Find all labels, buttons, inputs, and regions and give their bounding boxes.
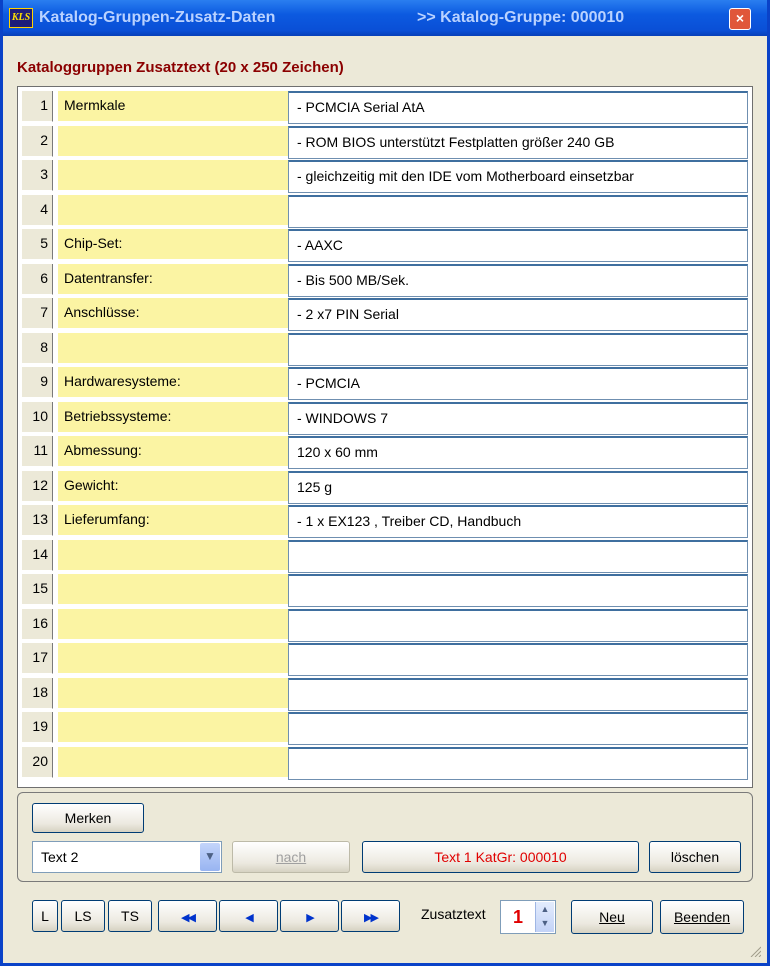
row-number: 12 — [22, 471, 53, 502]
value-cell[interactable]: - PCMCIA Serial AtA — [288, 91, 748, 124]
label-cell[interactable] — [58, 678, 288, 709]
value-cell[interactable]: - 2 x7 PIN Serial — [288, 298, 748, 331]
label-cell[interactable] — [58, 574, 288, 605]
table-row — [22, 643, 748, 675]
first-record-button[interactable] — [158, 900, 217, 932]
label-cell[interactable]: Mermkale — [58, 91, 288, 122]
resize-grip-icon[interactable] — [749, 945, 761, 957]
label-cell[interactable] — [58, 747, 288, 778]
table-row — [22, 609, 748, 641]
table-row — [22, 195, 748, 227]
value-cell[interactable] — [288, 747, 748, 780]
value-cell[interactable]: - gleichzeitig mit den IDE vom Motherboard einsetzbar — [288, 160, 748, 193]
last-record-icon: ▶▶ — [364, 912, 377, 924]
label-cell[interactable]: Datentransfer: — [58, 264, 288, 295]
beenden-button[interactable]: Beenden — [660, 900, 744, 934]
next-record-button[interactable] — [280, 900, 339, 932]
value-cell[interactable] — [288, 678, 748, 711]
zusatztext-label: Zusatztext — [421, 906, 486, 922]
mode-ls-button[interactable]: LS — [61, 900, 105, 932]
zusatztext-grid — [17, 86, 753, 788]
next-record-icon: ▶ — [306, 912, 313, 924]
value-cell[interactable]: - AAXC — [288, 229, 748, 262]
value-cell[interactable] — [288, 540, 748, 573]
value-cell[interactable] — [288, 643, 748, 676]
table-row — [22, 367, 748, 399]
table-row — [22, 126, 748, 158]
row-number: 5 — [22, 229, 53, 260]
row-number: 1 — [22, 91, 53, 122]
close-icon[interactable]: × — [729, 8, 751, 30]
value-cell[interactable]: - Bis 500 MB/Sek. — [288, 264, 748, 297]
table-row — [22, 436, 748, 468]
label-cell[interactable]: Hardwaresysteme: — [58, 367, 288, 398]
row-number: 11 — [22, 436, 53, 467]
page-title: Kataloggruppen Zusatztext (20 x 250 Zeichen) — [17, 59, 344, 76]
table-row — [22, 298, 748, 330]
table-row — [22, 91, 748, 123]
label-cell[interactable]: Betriebssysteme: — [58, 402, 288, 433]
label-cell[interactable]: Anschlüsse: — [58, 298, 288, 329]
chevron-down-icon[interactable]: ▼ — [200, 843, 220, 871]
value-cell[interactable]: - 1 x EX123 , Treiber CD, Handbuch — [288, 505, 748, 538]
merken-button[interactable]: Merken — [32, 803, 144, 833]
window-title-context: >> Katalog-Gruppe: 000010 — [417, 9, 625, 26]
row-number: 4 — [22, 195, 53, 226]
label-cell[interactable]: Chip-Set: — [58, 229, 288, 260]
table-row — [22, 229, 748, 261]
prev-record-button[interactable] — [219, 900, 278, 932]
table-row — [22, 712, 748, 744]
row-number: 6 — [22, 264, 53, 295]
label-cell[interactable] — [58, 126, 288, 157]
app-icon: KLS — [9, 8, 33, 28]
neu-button[interactable]: Neu — [571, 900, 653, 934]
value-cell[interactable] — [288, 712, 748, 745]
window-title: Katalog-Gruppen-Zusatz-Daten — [39, 9, 276, 26]
label-cell[interactable] — [58, 540, 288, 571]
label-cell[interactable] — [58, 160, 288, 191]
zusatztext-value: 1 — [513, 907, 524, 927]
table-row — [22, 264, 748, 296]
row-number: 2 — [22, 126, 53, 157]
value-cell[interactable]: - ROM BIOS unterstützt Festplatten größer 240 GB — [288, 126, 748, 159]
label-cell[interactable] — [58, 609, 288, 640]
row-number: 13 — [22, 505, 53, 536]
row-number: 10 — [22, 402, 53, 433]
table-row — [22, 333, 748, 365]
label-cell[interactable] — [58, 643, 288, 674]
row-number: 16 — [22, 609, 53, 640]
table-row — [22, 678, 748, 710]
mode-ts-button[interactable]: TS — [108, 900, 152, 932]
text-select-value: Text 2 — [41, 849, 79, 865]
value-cell[interactable]: - PCMCIA — [288, 367, 748, 400]
label-cell[interactable]: Abmessung: — [58, 436, 288, 467]
nach-button[interactable]: nach — [232, 841, 350, 873]
info-button[interactable]: Text 1 KatGr: 000010 — [362, 841, 639, 873]
mode-l-button[interactable]: L — [32, 900, 58, 932]
value-cell[interactable]: 125 g — [288, 471, 748, 504]
table-row — [22, 402, 748, 434]
row-number: 18 — [22, 678, 53, 709]
title-bar[interactable] — [3, 0, 767, 36]
row-number: 20 — [22, 747, 53, 778]
row-number: 9 — [22, 367, 53, 398]
label-cell[interactable]: Gewicht: — [58, 471, 288, 502]
table-row — [22, 160, 748, 192]
value-cell[interactable] — [288, 333, 748, 366]
value-cell[interactable] — [288, 574, 748, 607]
table-row — [22, 747, 748, 779]
prev-record-icon: ◀ — [245, 912, 252, 924]
label-cell[interactable] — [58, 195, 288, 226]
spinner-arrows-icon[interactable]: ▲ ▼ — [535, 902, 554, 932]
table-row — [22, 574, 748, 606]
table-row — [22, 505, 748, 537]
value-cell[interactable] — [288, 609, 748, 642]
row-number: 7 — [22, 298, 53, 329]
value-cell[interactable] — [288, 195, 748, 228]
row-number: 17 — [22, 643, 53, 674]
last-record-button[interactable] — [341, 900, 400, 932]
zusatztext-stepper[interactable] — [500, 900, 556, 934]
row-number: 15 — [22, 574, 53, 605]
table-row — [22, 540, 748, 572]
row-number: 14 — [22, 540, 53, 571]
label-cell[interactable]: Lieferumfang: — [58, 505, 288, 536]
first-record-icon: ◀◀ — [181, 912, 194, 924]
text-select[interactable] — [32, 841, 222, 873]
label-cell[interactable] — [58, 712, 288, 743]
value-cell[interactable]: 120 x 60 mm — [288, 436, 748, 469]
loeschen-button[interactable]: löschen — [649, 841, 741, 873]
table-row — [22, 471, 748, 503]
row-number: 3 — [22, 160, 53, 191]
value-cell[interactable]: - WINDOWS 7 — [288, 402, 748, 435]
row-number: 19 — [22, 712, 53, 743]
row-number: 8 — [22, 333, 53, 364]
label-cell[interactable] — [58, 333, 288, 364]
